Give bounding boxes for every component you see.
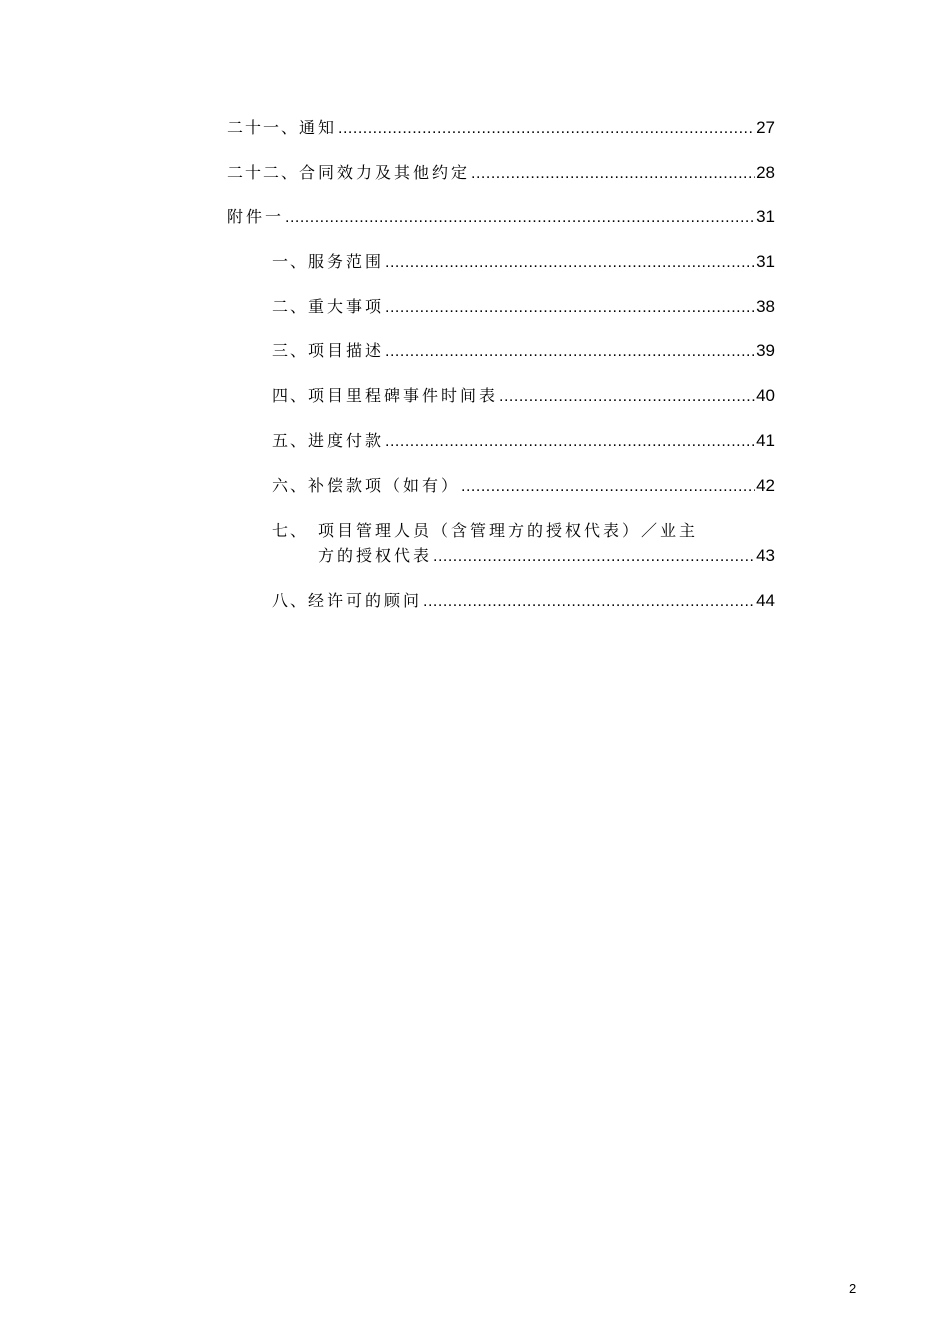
toc-entry[interactable]: [272, 476, 775, 497]
toc-entry-title: 进度付款: [308, 431, 385, 450]
toc-entry-number: 二、: [272, 297, 309, 316]
toc-entry-page: 27: [756, 118, 775, 137]
toc-leader-dots: [285, 208, 755, 228]
toc-entry[interactable]: [272, 252, 775, 273]
toc-entry-page: 42: [756, 476, 775, 495]
toc-entry-title-line1[interactable]: [272, 521, 698, 541]
toc-entry[interactable]: [227, 163, 775, 184]
toc-leader-dots: [385, 298, 755, 318]
toc-entry-page: 40: [756, 386, 775, 405]
toc-entry[interactable]: [227, 207, 775, 228]
toc-entry-number: 八、: [272, 591, 309, 610]
toc-entry[interactable]: [272, 341, 775, 362]
toc-entry-title: 附件一: [227, 207, 285, 226]
toc-entry-number: 四、: [272, 386, 309, 405]
toc-entry-number: 二十一、: [227, 118, 300, 137]
toc-leader-dots: [499, 387, 755, 407]
toc-entry[interactable]: [272, 591, 775, 612]
toc-entry[interactable]: [272, 431, 775, 452]
toc-entry[interactable]: [227, 118, 775, 139]
toc-leader-dots: [461, 477, 755, 497]
toc-entry-title: 项目里程碑事件时间表: [308, 386, 499, 405]
toc-entry[interactable]: [272, 297, 775, 318]
toc-leader-dots: [385, 342, 755, 362]
toc-entry-number: 三、: [272, 341, 309, 360]
toc-entry-number: 五、: [272, 431, 309, 450]
toc-entry-page: 31: [756, 207, 775, 226]
toc-entry-title: 通知: [299, 118, 338, 137]
toc-entry-page: 41: [756, 431, 775, 450]
toc-entry-page: 31: [756, 252, 775, 271]
toc-leader-dots: [385, 253, 755, 273]
page-number: 2: [849, 1281, 857, 1296]
toc-entry-number: 七、: [272, 521, 309, 540]
toc-entry-title: 服务范围: [308, 252, 385, 271]
toc-entry-title: 项目管理人员（含管理方的授权代表）／业主: [318, 521, 699, 540]
toc-leader-dots: [433, 547, 755, 567]
toc-entry-title: 重大事项: [308, 297, 385, 316]
toc-leader-dots: [338, 119, 755, 139]
toc-entry-title: 项目描述: [308, 341, 385, 360]
toc-entry[interactable]: [318, 546, 775, 567]
toc-entry-page: 38: [756, 297, 775, 316]
toc-leader-dots: [471, 164, 755, 184]
toc-entry-number: 一、: [272, 252, 309, 271]
toc-entry-page: 28: [756, 163, 775, 182]
toc-leader-dots: [423, 592, 755, 612]
toc-entry-title: 合同效力及其他约定: [299, 163, 471, 182]
toc-entry-title: 补偿款项（如有）: [308, 476, 461, 495]
toc-entry-title: 经许可的顾问: [308, 591, 423, 610]
toc-leader-dots: [385, 432, 755, 452]
toc-entry[interactable]: [272, 386, 775, 407]
toc-entry-title: 方的授权代表: [318, 546, 433, 565]
toc-entry-page: 44: [756, 591, 775, 610]
toc-entry-number: 二十二、: [227, 163, 300, 182]
toc-entry-page: 39: [756, 341, 775, 360]
toc-entry-page: 43: [756, 546, 775, 565]
toc-entry-number: 六、: [272, 476, 309, 495]
